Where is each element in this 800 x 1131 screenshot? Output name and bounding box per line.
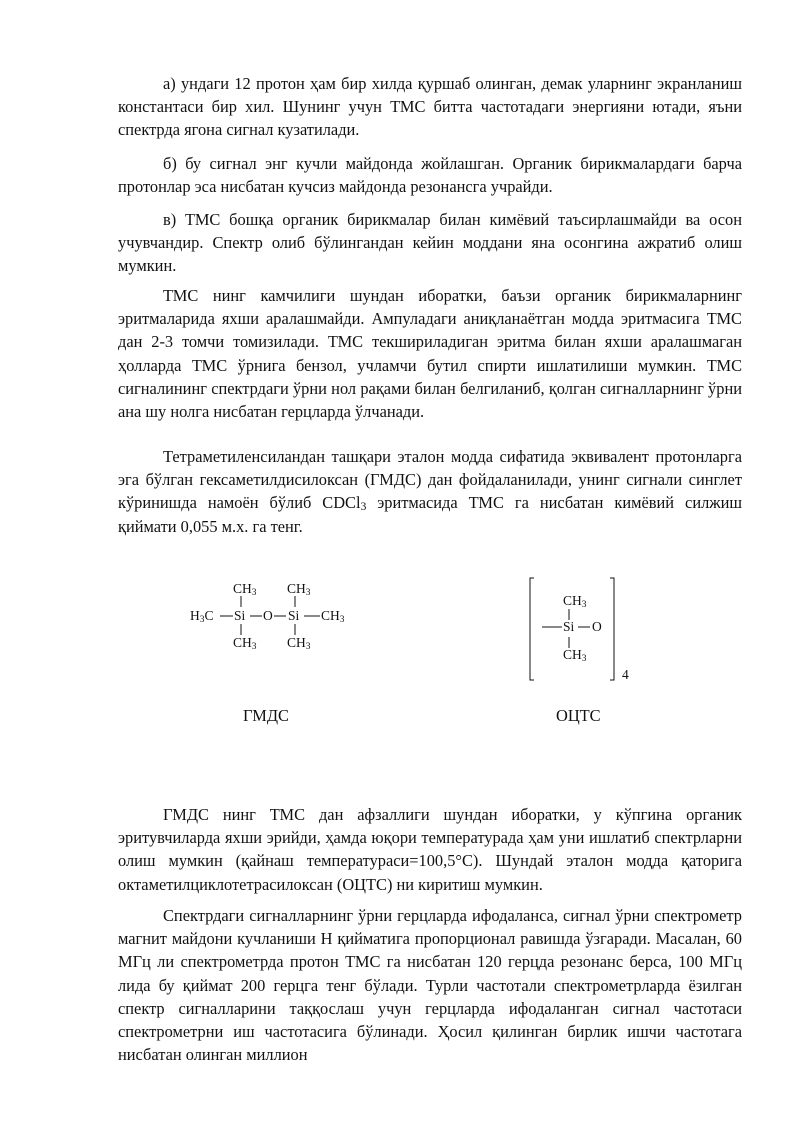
hmds-si-left: Si: [234, 608, 246, 623]
paragraph-v: в) ТМС бошқа органик бирикмалар билан кимёвий таъсирлашмайди ва осон учувчандир. Спектр олиб бўлингандан кейин моддани яна осонгина ажратиб олиш мумкин.: [118, 210, 742, 276]
paragraph-signal-positions: Спектрдаги сигналларнинг ўрни герцларда ифодаланса, сигнал ўрни спектрометр магнит майдони кучланиши Н қийматига пропорционал равишда ўзгаради. Масалан, 60 МГц ли спектрометрда протон ТМС га нисбатан 120 герцда резонанс берса, 100 МГц лида бу қиймат 200 герцга тенг бўлади. Турли частотали спектрометрларда ёзилган спектр сигналларини таққослаш учун герцларда ифодаланган сигнал частотаси спектрометрни иш частотасига бўлинади. Ҳосил қилинган бирлик ишчи частотага нисбатан олинган миллион: [118, 906, 742, 1065]
octs-ch3-bottom: $CH_3$: [563, 647, 587, 664]
hmds-oxygen: O: [263, 608, 273, 623]
paragraph-a: а) ундаги 12 протон ҳам бир хилда қуршаб олинган, демак уларнинг экранланиш константаси бир хил. Шунинг учун ТМС битта частотадаги энергияни ютади, яъни спектрда ягона сигнал кузатилади.: [118, 74, 742, 140]
hmds-bond-lines: [0, 560, 800, 740]
paragraph-tms-drawbacks: ТМС нинг камчилиги шундан иборатки, баъзи органик бирикмаларнинг эритмаларида яхши аралашмайди. Ампуладаги аниқланаётган модда эритмасига ТМС дан 2-3 томчи томизилади. ТМС текшириладиган эритма билан яхши аралашмаган ҳолларда ТМС ўрнига бензол, учламчи бутил спирти ишлатилиши мумкин. ТМС сигналининг спектрдаги ўрни нол рақами билан белгиланиб, қолган сигналларнинг ўрни ана шу нолга нисбатан герцларда ўлчанади.: [118, 286, 742, 422]
octs-ch3-top: $CH_3$: [563, 593, 587, 610]
structure-figure: [0, 560, 800, 740]
paragraph-hmds-advantages: ГМДС нинг ТМС дан афзаллиги шундан иборатки, у кўпгина органик эритувчиларда яхши эрийди, ҳамда юқори температурада ҳам уни ишлатиб спектрларни олиш мумкин (қайнаш температураси=100,5°С). Шундай эталон модда қаторига октаметилциклотетрасилоксан (ОЦТС) ни киритиш мумкин.: [118, 805, 742, 894]
paragraph-hmds-text-2: эритмасида ТМС га нисбатан кимёвий силжиш қиймати 0,055 м.х. га тенг.: [118, 493, 742, 536]
hmds-caption: ГМДС: [243, 706, 289, 725]
paragraph-hmds-text-1: Тетраметиленсиландан ташқари эталон модда сифатида эквивалент протонларга эга бўлган гексаметилдисилоксан (ГМДС) дан фойдаланилади, унинг сигнали синглет кўринишда намоён бўлиб CDCl: [118, 447, 742, 513]
hmds-ch3-top-left: $CH_3$: [233, 581, 257, 598]
hmds-si-right: Si: [288, 608, 300, 623]
cdcl3-subscript: 3: [360, 501, 367, 514]
hmds-ch3-bottom-left: $CH_3$: [233, 635, 257, 652]
octs-oxygen: O: [592, 619, 602, 634]
hmds-ch3-right: $CH_3$: [321, 608, 345, 625]
paragraph-hmds-intro: [118, 445, 742, 538]
hmds-ch3-top-right: $CH_3$: [287, 581, 311, 598]
octs-si: Si: [563, 619, 575, 634]
octs-repeat-count: 4: [622, 667, 629, 682]
hmds-h3c-left: $H_3C$: [190, 608, 214, 625]
paragraph-b: б) бу сигнал энг кучли майдонда жойлашган. Органик бирикмалардаги барча протонлар эса нисбатан кучсиз майдонда резонансга учрайди.: [118, 154, 742, 197]
hmds-ch3-bottom-right: $CH_3$: [287, 635, 311, 652]
octs-caption: ОЦТС: [556, 706, 601, 725]
